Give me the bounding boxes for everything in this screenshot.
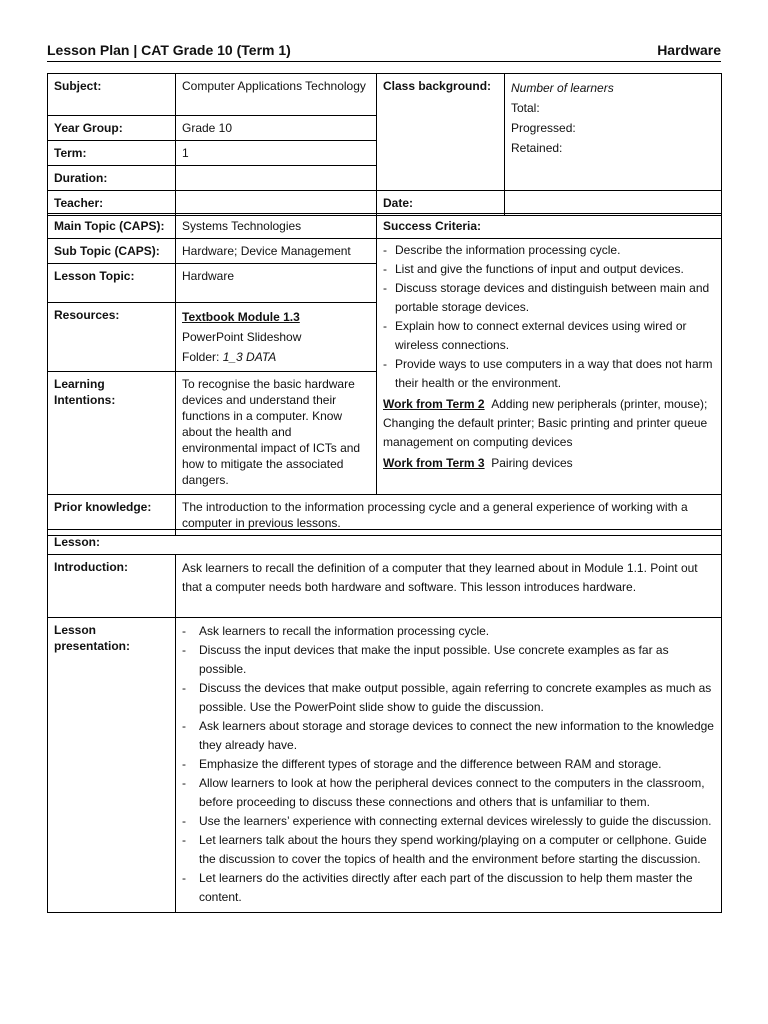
success-criterion: - List and give the functions of input and output devices. <box>383 260 715 279</box>
presentation-item: - Discuss the input devices that make the input possible. Use concrete examples as far as possible. <box>182 641 715 679</box>
main-topic-value: Systems Technologies <box>176 214 377 239</box>
resources-folder <box>182 347 370 367</box>
prior-knowledge-label: Prior knowledge: <box>48 495 176 536</box>
presentation-item: - Discuss the devices that make output possible, again referring to concrete examples as much as possible. Use the PowerPoint slide show to guide the discussion. <box>182 679 715 717</box>
work-term3-text: Pairing devices <box>491 456 573 470</box>
prior-knowledge-value: The introduction to the information processing cycle and a general experience of working with a computer in previous lessons. <box>176 495 722 536</box>
lesson-label: Lesson: <box>48 530 722 555</box>
resources-folder-label: Folder: <box>182 350 223 364</box>
resources-label: Resources: <box>48 303 176 372</box>
learners-label: Number of learners <box>511 81 614 95</box>
learning-intentions-label: Learning Intentions: <box>48 372 176 495</box>
presentation-item: - Allow learners to look at how the peripheral devices connect to the computers in the classroom, before proceeding to discuss these connections and others that is unfamiliar to them. <box>182 774 715 812</box>
work-term2-text: Adding new peripherals (printer, mouse); Changing the default printer; Basic printing and printer queue management on computing devices <box>383 397 708 449</box>
success-criterion: - Describe the information processing cycle. <box>383 241 715 260</box>
work-term2-label: Work from Term 2 <box>383 397 485 411</box>
lesson-presentation-list <box>182 622 715 907</box>
resources-folder-value: 1_3 DATA <box>222 350 277 364</box>
introduction-label: Introduction: <box>48 555 176 618</box>
success-criterion: - Discuss storage devices and distinguish between main and portable storage devices. <box>383 279 715 317</box>
presentation-item: - Emphasize the different types of storage and the difference between RAM and storage. <box>182 755 715 774</box>
presentation-item: - Use the learners’ experience with connecting external devices wirelessly to guide the discussion. <box>182 812 715 831</box>
subject-label: Subject: <box>48 74 176 116</box>
date-label: Date: <box>377 191 505 216</box>
term-value: 1 <box>176 141 377 166</box>
resources-powerpoint: PowerPoint Slideshow <box>182 330 302 344</box>
lesson-details-table <box>47 73 722 216</box>
teacher-value <box>176 191 377 216</box>
work-term2 <box>383 395 715 452</box>
class-background-value <box>505 74 722 191</box>
success-criteria-label: Success Criteria: <box>377 214 722 239</box>
term-label: Term: <box>48 141 176 166</box>
year-group-label: Year Group: <box>48 116 176 141</box>
header-title: Lesson Plan | CAT Grade 10 (Term 1) <box>47 42 291 58</box>
duration-value <box>176 166 377 191</box>
progressed-label: Progressed: <box>511 121 576 135</box>
introduction-value: Ask learners to recall the definition of a computer that they learned about in Module 1.1. Point out that a computer needs both hardware and software. This lesson introduces hardware. <box>176 555 722 618</box>
presentation-item: - Ask learners to recall the information processing cycle. <box>182 622 715 641</box>
page-header <box>47 36 721 62</box>
success-criteria-list <box>383 241 715 393</box>
lesson-topic-value: Hardware <box>176 264 377 303</box>
lesson-presentation-label: Lesson presentation: <box>48 618 176 913</box>
lesson-presentation-cell <box>176 618 722 913</box>
work-term3-label: Work from Term 3 <box>383 456 485 470</box>
work-term3 <box>383 454 715 473</box>
retained-label: Retained: <box>511 141 563 155</box>
total-label: Total: <box>511 101 540 115</box>
presentation-item: - Ask learners about storage and storage devices to connect the new information to the knowledge they already have. <box>182 717 715 755</box>
teacher-label: Teacher: <box>48 191 176 216</box>
duration-label: Duration: <box>48 166 176 191</box>
header-topic: Hardware <box>657 42 721 58</box>
presentation-item: - Let learners talk about the hours they spend working/playing on a computer or cellphone. Guide the discussion to cover the topics of health and the environment before starting the discussion. <box>182 831 715 869</box>
success-criteria-cell <box>377 239 722 495</box>
class-background-label: Class background: <box>377 74 505 191</box>
lesson-topic-label: Lesson Topic: <box>48 264 176 303</box>
learning-intentions-value: To recognise the basic hardware devices and understand their functions in a computer. Know about the health and environmental impact of ICTs and how to mitigate the associated dangers. <box>176 372 377 495</box>
success-criterion: - Explain how to connect external devices using wired or wireless connections. <box>383 317 715 355</box>
lesson-table <box>47 529 722 913</box>
subject-value: Computer Applications Technology <box>176 74 377 116</box>
date-value <box>505 191 722 216</box>
presentation-item: - Let learners do the activities directly after each part of the discussion to help them master the content. <box>182 869 715 907</box>
topic-table <box>47 213 722 536</box>
main-topic-label: Main Topic (CAPS): <box>48 214 176 239</box>
sub-topic-value: Hardware; Device Management <box>176 239 377 264</box>
success-criterion: - Provide ways to use computers in a way that does not harm their health or the environment. <box>383 355 715 393</box>
resources-value <box>176 303 377 372</box>
year-group-value: Grade 10 <box>176 116 377 141</box>
sub-topic-label: Sub Topic (CAPS): <box>48 239 176 264</box>
resources-textbook: Textbook Module 1.3 <box>182 310 300 324</box>
